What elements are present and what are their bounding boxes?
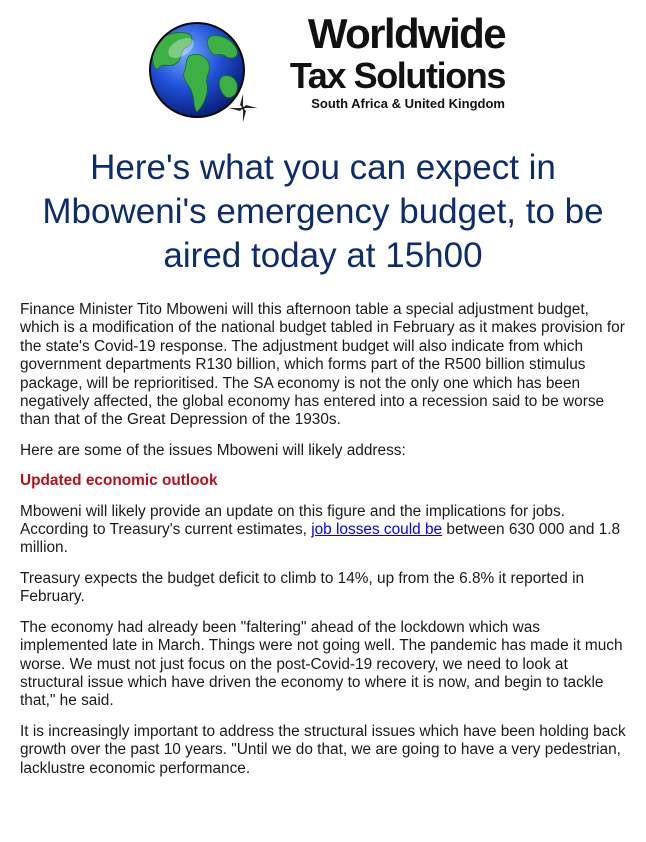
issues-intro-paragraph: Here are some of the issues Mboweni will likely address: [20, 441, 406, 459]
article-headline: Here's what you can expect in Mboweni's emergency budget, to be aired today at 15h00 [42, 148, 604, 275]
outlook-text-before: Mboweni will likely provide an update on this figure and the implications for jobs. According to Treasury's current estimates, [20, 502, 565, 539]
logo-wordmark-tax-solutions: Tax Solutions [289, 55, 505, 96]
economy-paragraph: The economy had already been "faltering" ahead of the lockdown which was implemented late in March. Things were not going well. The pandemic has made it much worse. We must not just focus on the post-Covid-19 recovery, we need to look at structural issue which have driven the economy to where it is now, and begin to tackle that," he said. [20, 618, 623, 710]
article-body [20, 301, 630, 790]
company-logo [145, 8, 505, 130]
logo-tagline: South Africa & United Kingdom [311, 96, 505, 111]
structural-paragraph: It is increasingly important to address the structural issues which have been holding back growth over the past 10 years. "Until we do that, we are going to have a very pedestrian, lacklustre economic performance. [20, 722, 626, 777]
logo-wordmark-worldwide: Worldwide [307, 10, 505, 57]
deficit-paragraph: Treasury expects the budget deficit to climb to 14%, up from the 6.8% it reported in February. [20, 569, 585, 606]
outlook-paragraph [20, 503, 630, 558]
section-heading-economic-outlook: Updated economic outlook [20, 472, 218, 490]
intro-paragraph: Finance Minister Tito Mboweni will this afternoon table a special adjustment budget, which is a modification of the national budget tabled in February as it makes provision for the state's Covid-19 response. The adjustment budget will also indicate from which government departments R130 billion, which forms part of the R500 billion stimulus package, will be reprioritised. The SA economy is not the only one which has been negatively affected, the global economy has entered into a recession said to be worse than that of the Great Depression of the 1930s. [20, 301, 625, 429]
job-losses-link[interactable]: job losses could be [311, 521, 443, 539]
outlook-text-after: between 630 000 and 1.8 million. [20, 521, 621, 557]
globe-icon [145, 16, 257, 128]
